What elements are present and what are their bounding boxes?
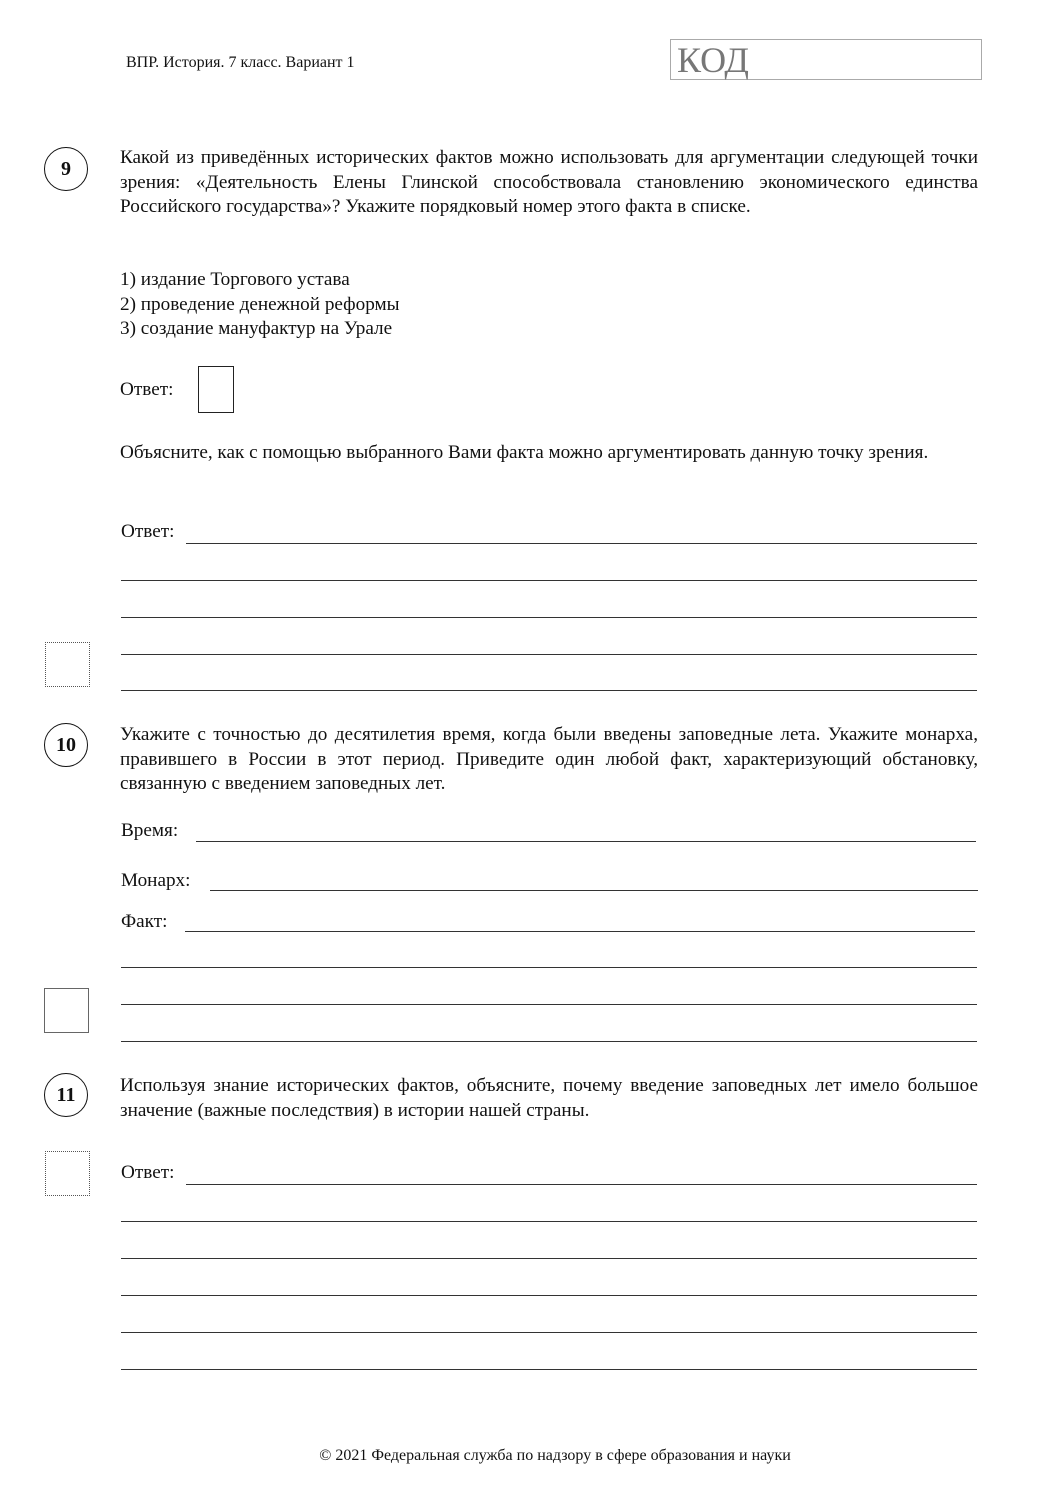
question-9-text: Какой из приведённых исторических фактов можно использовать для аргументации следующей точки зрения: «Деятельность Елены Глинской способствовала становлению экономического единства Российского государства»? Укажите порядковый номер этого факта в списке. [120, 147, 978, 217]
answer-line[interactable] [121, 654, 977, 655]
option-3: 3) создание мануфактур на Урале [120, 318, 393, 339]
answer-line[interactable] [121, 580, 977, 581]
answer-label-11: Ответ: [121, 1162, 175, 1183]
monarch-answer-line[interactable] [210, 890, 978, 891]
answer-cell-9[interactable] [198, 366, 234, 413]
answer-line[interactable] [121, 1332, 977, 1333]
question-10-text: Укажите с точностью до десятилетия время, когда были введены заповедные лета. Укажите монарха, правившего в России в этот период. Приведите один любой факт, характеризующий обстановку, связанную с введением заповедных лет. [120, 724, 978, 794]
field-label-monarch: Монарх: [121, 870, 191, 891]
question-number-9: 9 [44, 147, 88, 191]
time-answer-line[interactable] [196, 841, 976, 842]
option-2: 2) проведение денежной реформы [120, 294, 400, 315]
answer-line[interactable] [121, 1041, 977, 1042]
answer-line[interactable] [121, 1221, 977, 1222]
question-number-10: 10 [44, 723, 88, 767]
code-field[interactable]: КОД [670, 39, 982, 80]
answer-line[interactable] [121, 617, 977, 618]
answer-line[interactable] [121, 690, 977, 691]
score-box-10 [44, 988, 89, 1033]
answer-line[interactable] [121, 1004, 977, 1005]
answer-line[interactable] [121, 967, 977, 968]
answer-line[interactable] [121, 1369, 977, 1370]
score-box-11 [45, 1151, 90, 1196]
fact-answer-line[interactable] [185, 931, 975, 932]
explain-answer-label-9: Ответ: [121, 521, 175, 542]
field-label-fact: Факт: [121, 911, 168, 932]
footer-copyright: © 2021 Федеральная служба по надзору в сфере образования и науки [319, 1447, 791, 1464]
page-header-title: ВПР. История. 7 класс. Вариант 1 [126, 54, 355, 71]
answer-line[interactable] [186, 1184, 977, 1185]
question-11-text: Используя знание исторических фактов, объясните, почему введение заповедных лет имело большое значение (важные последствия) в истории нашей страны. [120, 1075, 978, 1121]
answer-line[interactable] [121, 1258, 977, 1259]
answer-label-9: Ответ: [120, 379, 174, 400]
answer-line[interactable] [186, 543, 977, 544]
question-number-11: 11 [44, 1073, 88, 1117]
option-1: 1) издание Торгового устава [120, 269, 350, 290]
field-label-time: Время: [121, 820, 179, 841]
answer-line[interactable] [121, 1295, 977, 1296]
question-9-explain-text: Объясните, как с помощью выбранного Вами факта можно аргументировать данную точку зрения. [120, 442, 929, 463]
score-box-9 [45, 642, 90, 687]
